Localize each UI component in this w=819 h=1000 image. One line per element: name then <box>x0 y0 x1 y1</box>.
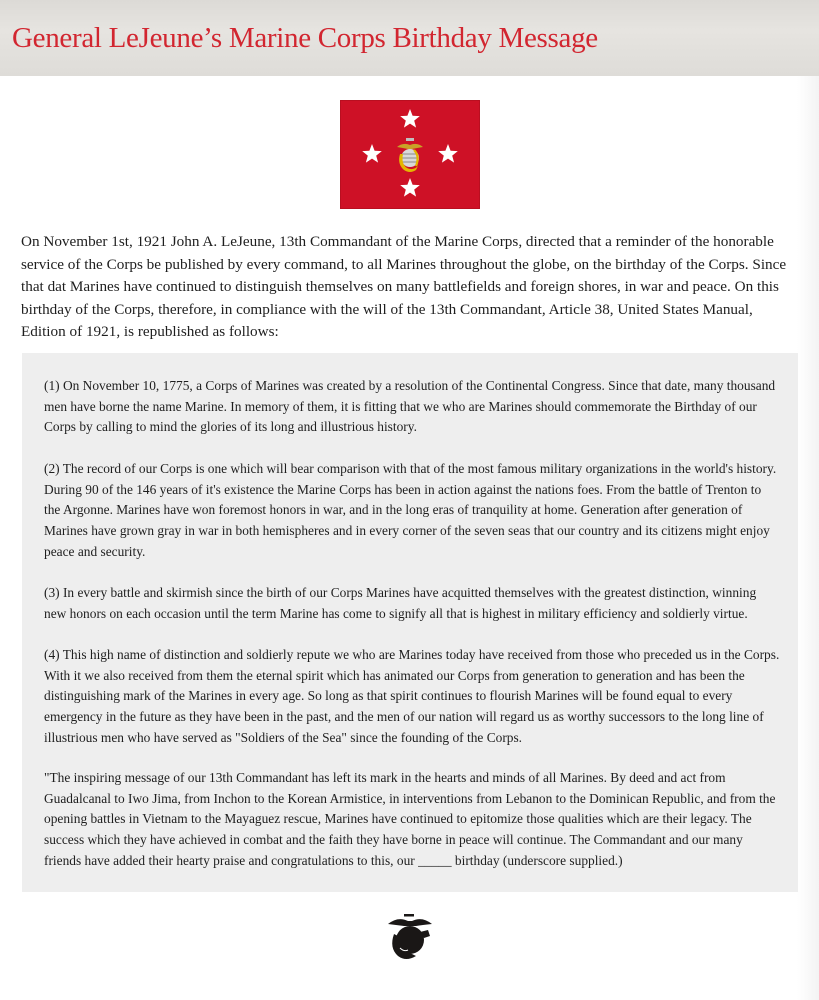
scroll-gutter <box>797 76 819 1000</box>
star-icon <box>400 109 420 128</box>
page-title: General LeJeune’s Marine Corps Birthday Message <box>12 22 598 54</box>
message-paragraph-1: (1) On November 10, 1775, a Corps of Marines was created by a resolution of the Continental Congress. Since that date, many thousand men have borne the name Marine. In memory of them, it is fitting that we who are Marines should commemorate the Birthday of our Corps by calling to mind the glories of its long and illustrious history. <box>44 378 776 435</box>
page-header <box>0 0 819 76</box>
intro-paragraph: On November 1st, 1921 John A. LeJeune, 13th Commandant of the Marine Corps, directed that a reminder of the honorable service of the Corps be published by every command, to all Marines throughout the globe, on the birthday of the Corps. Since that dat Marines have continued to distinguish themselves on many battlefields and foreign shores, in war and peace. On this birthday of the Corps, therefore, in compliance with the will of the 13th Commandant, Article 38, United States Manual, Edition of 1921, is republished as follows: <box>21 233 787 341</box>
ega-emblem-icon <box>397 138 423 172</box>
star-icon <box>400 178 420 197</box>
message-paragraph-5: "The inspiring message of our 13th Commandant has left its mark in the hearts and minds of all Marines. By deed and act from Guadalcanal to Iwo Jima, from Inchon to the Korean Armistice, in interventions from Lebanon to the Dominican Republic, and from the opening battles in Vietnam to the Mayaguez rescue, Marines have continued to epitomize those qualities which are their legacy. The success which they have achieved in combat and the faith they have borne in peace will continue. The Commandant and our many friends have added their hearty praise and congratulations to this, our _____ birthday (underscore supplied.) <box>44 770 776 868</box>
commandant-flag-image <box>340 100 480 209</box>
message-paragraph-3: (3) In every battle and skirmish since the birth of our Corps Marines have acquitted themselves with the greatest distinction, winning new honors on each occasion until the term Marine has come to signify all that is highest in military efficiency and soldierly virtue. <box>44 585 757 621</box>
ega-emblem-image <box>386 912 434 962</box>
star-icon <box>362 144 382 163</box>
message-paragraph-2: (2) The record of our Corps is one which will bear comparison with that of the most famous military organizations in the world's history. During 90 of the 146 years of it's existence the Marine Corps has been in action against the nations foes. From the battle of Trenton to the Argonne. Marines have won foremost honors in war, and in the long eras of tranquility at home. Generation after generation of Marines have grown gray in war in both hemispheres and in every corner of the seven seas that our country and its citizens might enjoy peace and security. <box>44 461 777 559</box>
birthday-message-block <box>22 353 798 892</box>
message-paragraph-4: (4) This high name of distinction and soldierly repute we who are Marines today have received from those who preceded us in the Corps. With it we also received from them the eternal spirit which has animated our Corps from generation to generation and has been the distinguishing mark of the Marines in every age. So long as that spirit continues to flourish Marines will be found equal to every emergency in the future as they have been in the past, and the men of our nation will regard us as worthy successors to the long line of illustrious men who have served as "Soldiers of the Sea" since the founding of the Corps. <box>44 647 780 745</box>
star-icon <box>438 144 458 163</box>
